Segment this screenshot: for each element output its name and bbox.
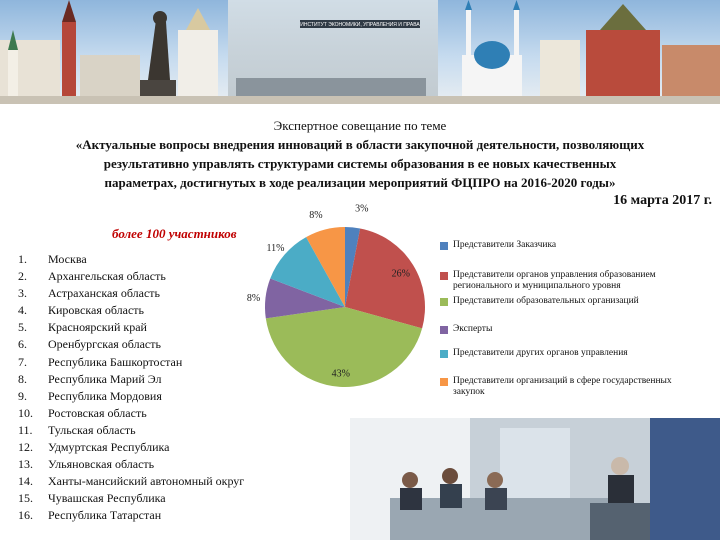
region-name: Чувашская Республика [48, 491, 166, 506]
region-item [18, 336, 244, 353]
region-name: Удмуртская Республика [48, 440, 170, 455]
legend-swatch [440, 242, 448, 250]
region-number: 3. [18, 286, 27, 301]
pie-data-label: 3% [355, 203, 369, 215]
region-item [18, 371, 244, 388]
region-name: Республика Татарстан [48, 508, 162, 523]
region-item [18, 490, 244, 507]
region-item [18, 302, 244, 319]
region-number: 2. [18, 269, 27, 284]
region-name: Ульяновская область [48, 457, 155, 472]
region-number: 7. [18, 354, 27, 369]
legend-swatch [440, 298, 448, 306]
region-number: 12. [18, 440, 33, 455]
region-number: 11. [18, 422, 33, 437]
region-name: Республика Марий Эл [48, 371, 162, 386]
region-item [18, 422, 244, 439]
region-item [18, 319, 244, 336]
region-name: Кировская область [48, 303, 145, 318]
title-line-2: «Актуальные вопросы внедрения инноваций в области закупочной деятельности, позволяющих [75, 137, 645, 152]
region-number: 9. [18, 388, 27, 403]
title-line-1: Экспертное совещание по теме [273, 118, 447, 133]
regions-list [18, 251, 244, 525]
title-line-4: параметрах, достигнутых в ходе реализации мероприятий ФЦПРО на 2016-2020 годы» [104, 175, 616, 190]
region-number: 8. [18, 371, 27, 386]
pie-data-label: 8% [309, 209, 323, 221]
legend-swatch [440, 272, 448, 280]
legend-label: Эксперты [453, 324, 493, 334]
title-line-3: результативно управлять структурами системы образования в ее новых качественных [103, 156, 617, 171]
region-item [18, 473, 244, 490]
header-photo-banner [0, 0, 720, 104]
region-item [18, 268, 244, 285]
participants-count: более 100 участников [112, 226, 237, 241]
slide-title [0, 116, 720, 192]
region-item [18, 251, 244, 268]
region-name: Архангельская область [48, 269, 166, 284]
region-name: Оренбургская область [48, 337, 161, 352]
legend-swatch [440, 350, 448, 358]
region-item [18, 354, 244, 371]
region-number: 5. [18, 320, 27, 335]
legend-swatch [440, 378, 448, 386]
city-collage-image [0, 0, 720, 104]
region-item [18, 507, 244, 524]
legend-label: Представители Заказчика [453, 240, 557, 250]
pie-data-label: 43% [331, 368, 351, 380]
pie-data-label: 26% [391, 268, 410, 280]
region-item [18, 285, 244, 302]
conference-photo [350, 418, 720, 540]
region-item [18, 405, 244, 422]
legend-label: Представители органов управления образованием регионального и муниципального уровня [453, 270, 656, 291]
region-name: Ростовская область [48, 405, 147, 420]
region-number: 1. [18, 252, 27, 266]
legend-label: Представители других органов управления [453, 348, 628, 358]
building-sign-text: ИНСТИТУТ ЭКОНОМИКИ, УПРАВЛЕНИЯ И ПРАВА [300, 22, 420, 28]
conference-photo-image [350, 418, 720, 540]
participants-pie-chart [246, 203, 440, 402]
region-name: Тульская область [48, 422, 136, 437]
region-number: 10. [18, 405, 33, 420]
region-number: 4. [18, 303, 27, 318]
region-name: Москва [48, 252, 87, 266]
region-number: 13. [18, 457, 33, 472]
region-name: Республика Башкортостан [48, 354, 183, 369]
pie-data-label: 11% [266, 242, 285, 254]
region-number: 14. [18, 474, 33, 489]
region-number: 16. [18, 508, 33, 523]
legend-swatch [440, 326, 448, 334]
legend-label: Представители организаций в сфере государственных закупок [453, 376, 672, 397]
region-name: Республика Мордовия [48, 388, 162, 403]
region-item [18, 439, 244, 456]
pie-data-label: 8% [246, 292, 261, 304]
legend-label: Представители образовательных организаций [453, 296, 639, 306]
region-name: Астраханская область [48, 286, 160, 301]
region-item [18, 456, 244, 473]
event-date: 16 марта 2017 г. [613, 193, 712, 208]
region-name: Красноярский край [48, 320, 147, 335]
region-name: Ханты-мансийский автономный округ [48, 474, 245, 489]
region-number: 6. [18, 337, 27, 352]
region-item [18, 388, 244, 405]
region-number: 15. [18, 491, 33, 506]
